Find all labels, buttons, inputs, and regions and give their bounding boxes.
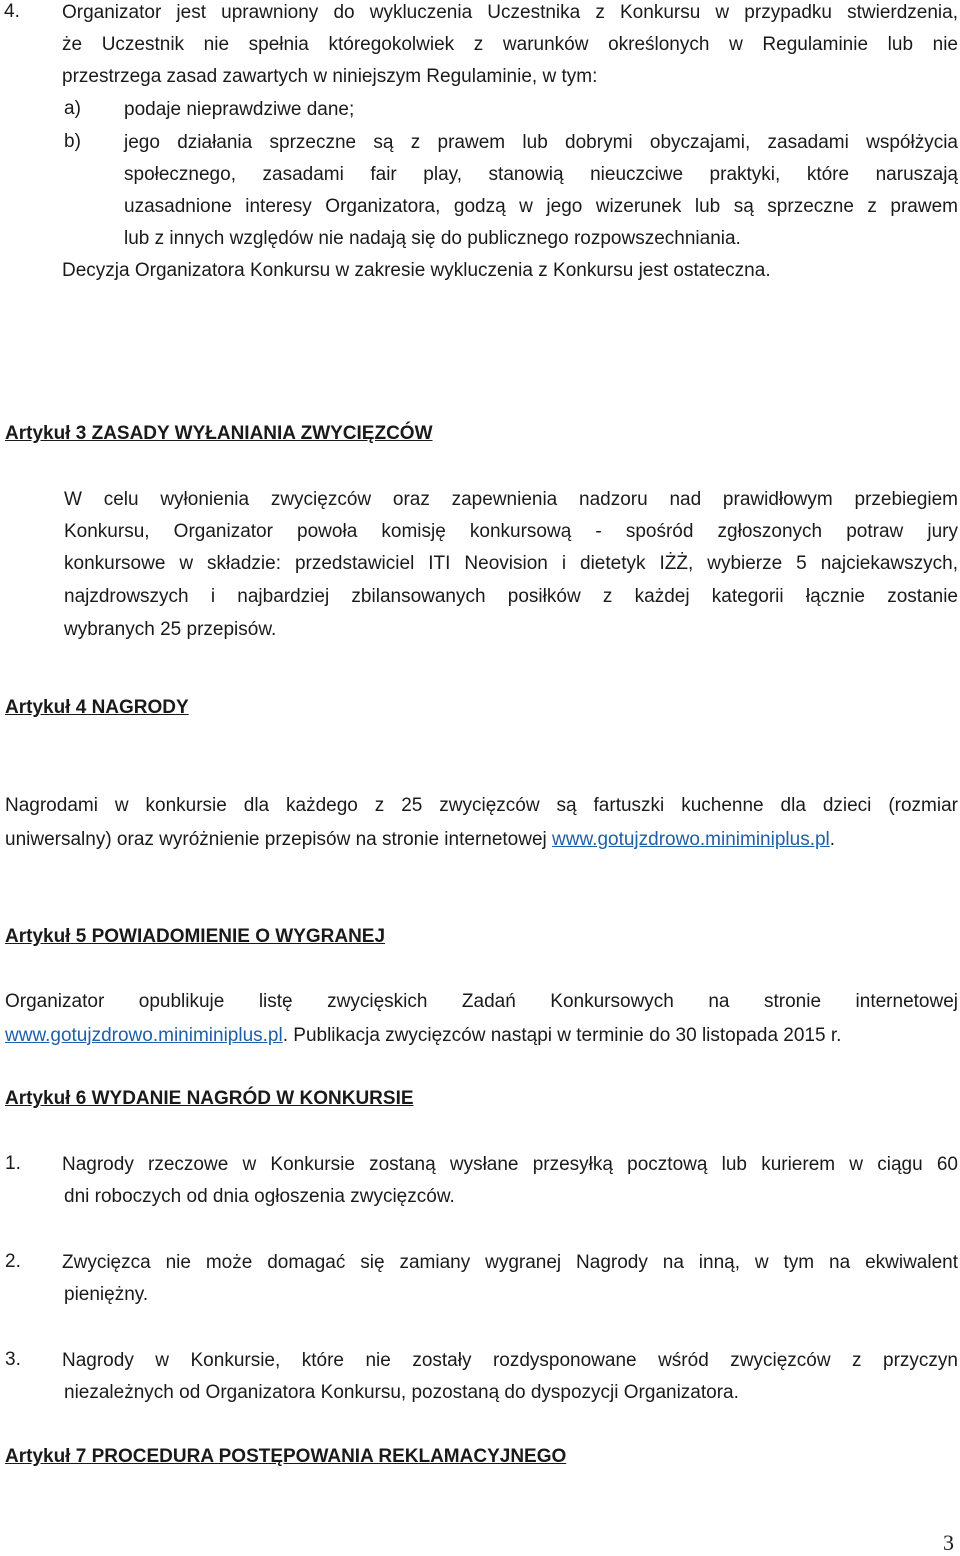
sub-item-label: a) xyxy=(64,98,81,119)
article-6-item-line: niezależnych od Organizatora Konkursu, pozostaną do dyspozycji Organizatora. xyxy=(64,1382,739,1403)
item-number: 1. xyxy=(5,1153,21,1174)
sub-item-text: podaje nieprawdziwe dane; xyxy=(124,99,355,120)
item4-line: Organizator jest uprawniony do wykluczenia Uczestnika z Konkursu w przypadku stwierdzenia, xyxy=(62,2,958,23)
sub-item-label: b) xyxy=(64,131,81,152)
sub-item-text: lub z innych względów nie nadają się do publicznego rozpowszechniania. xyxy=(124,228,741,249)
article-6-item-line: Nagrody w Konkursie, które nie zostały rozdysponowane wśród zwycięzców z przyczyn xyxy=(62,1350,958,1371)
article-3-heading: Artykuł 3 ZASADY WYŁANIANIA ZWYCIĘZCÓW xyxy=(5,423,433,444)
article-3-line: konkursowe w składzie: przedstawiciel ITI Neovision i dietetyk IŻŻ, wybierze 5 najciekawszych, xyxy=(64,553,958,574)
item-number: 4. xyxy=(4,1,20,22)
article-6-item-line: Zwycięzca nie może domagać się zamiany wygranej Nagrody na inną, w tym na ekwiwalent xyxy=(62,1252,958,1273)
sub-item-text: uzasadnione interesy Organizatora, godzą w jego wizerunek lub są sprzeczne z prawem xyxy=(124,196,958,217)
item4-closing: Decyzja Organizatora Konkursu w zakresie wykluczenia z Konkursu jest ostateczna. xyxy=(62,260,771,281)
item-number: 3. xyxy=(5,1349,21,1370)
article-3-line: najzdrowszych i najbardziej zbilansowanych posiłków z każdej kategorii łącznie zostanie xyxy=(64,586,958,607)
article-5-heading: Artykuł 5 POWIADOMIENIE O WYGRANEJ xyxy=(5,926,386,947)
item-number: 2. xyxy=(5,1251,21,1272)
article-6-heading: Artykuł 6 WYDANIE NAGRÓD W KONKURSIE xyxy=(5,1088,414,1109)
article-5-line: www.gotujzdrowo.miniminiplus.pl. Publikacja zwycięzców nastąpi w terminie do 30 listopada 2015 r. xyxy=(5,1025,842,1046)
article-6-item-line: pieniężny. xyxy=(64,1284,149,1305)
article-6-item-line: dni roboczych od dnia ogłoszenia zwycięzców. xyxy=(64,1186,455,1207)
website-link[interactable]: www.gotujzdrowo.miniminiplus.pl xyxy=(5,1025,283,1046)
article-3-line: W celu wyłonienia zwycięzców oraz zapewnienia nadzoru nad prawidłowym przebiegiem xyxy=(64,489,958,510)
website-link[interactable]: www.gotujzdrowo.miniminiplus.pl xyxy=(552,829,830,850)
article-4-line: uniwersalny) oraz wyróżnienie przepisów na stronie internetowej www.gotujzdrowo.miniminiplus.pl. xyxy=(5,829,836,850)
article-4-heading: Artykuł 4 NAGRODY xyxy=(5,697,189,718)
article-3-line: wybranych 25 przepisów. xyxy=(64,619,277,640)
page-number: 3 xyxy=(943,1530,954,1555)
item4-line: że Uczestnik nie spełnia któregokolwiek z warunków określonych w Regulaminie lub nie xyxy=(62,34,958,55)
article-5-line: Organizator opublikuje listę zwycięskich Zadań Konkursowych na stronie internetowej xyxy=(5,991,958,1012)
sub-item-text: jego działania sprzeczne są z prawem lub dobrymi obyczajami, zasadami współżycia xyxy=(124,132,958,153)
article-6-item-line: Nagrody rzeczowe w Konkursie zostaną wysłane przesyłką pocztową lub kurierem w ciągu 60 xyxy=(62,1154,958,1175)
sub-item-text: społecznego, zasadami fair play, stanowią nieuczciwe praktyki, które naruszają xyxy=(124,164,958,185)
item4-line: przestrzega zasad zawartych w niniejszym Regulaminie, w tym: xyxy=(62,66,598,87)
article-7-heading: Artykuł 7 PROCEDURA POSTĘPOWANIA REKLAMACYJNEGO xyxy=(5,1446,567,1467)
article-3-line: Konkursu, Organizator powoła komisję konkursową - spośród zgłoszonych potraw jury xyxy=(64,521,958,542)
article-4-line: Nagrodami w konkursie dla każdego z 25 zwycięzców są fartuszki kuchenne dla dzieci (rozmiar xyxy=(5,795,958,816)
